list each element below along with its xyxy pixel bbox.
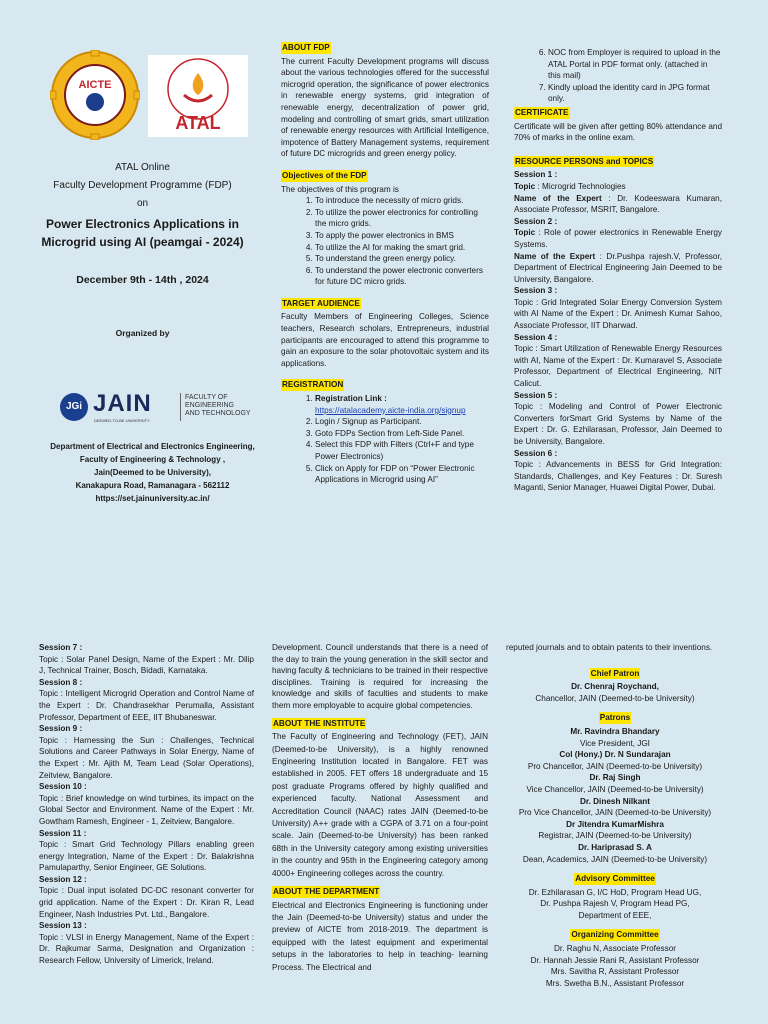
chief-patron-role: Chancellor, JAIN (Deemed-to-be University) xyxy=(535,693,695,703)
registration-link-label: Registration Link : xyxy=(315,394,387,404)
institute-text: The Faculty of Engineering and Technology (FET), JAIN (Deemed-to-be University), is a highly renowned Engineering Institution located in Bangalore. FET was established in 2005. FET offers 18 undergraduate and 15 post graduate Programs offered by highly qualified and experienced faculty. National Assessment and Accreditation Council (NAAC) rates JAIN (Deemed-to-be University) A++ grade with a CGPA of 3.71 on a four-point scale. Jain (Deemed-to-be University) has been ranked 68th in the University category among existing universities in the country and 95th in the Engineering category among 4000+ Engineering colleges across the country. xyxy=(272,732,488,878)
session-11-text: Topic : Smart Grid Technology Pillars enabling green energy Integration, Name of the Expert : Dr. Balakrishna Pamulaparthy, Senior Engineer, GE Solutions. xyxy=(39,840,254,873)
audience-heading: TARGET AUDIENCE xyxy=(282,298,360,308)
jain-word: JAIN xyxy=(93,390,152,417)
certificate-heading: CERTIFICATE xyxy=(515,107,569,117)
session-5-title: Session 5 : xyxy=(514,390,558,400)
about-fdp-text: The current Faculty Development programs will discuss about the various technologies offered for the successful microgrid operation, the significance of power electronics in renewable energy systems, grid integration of renewable energy, decentralization of power grid, modeling and controlling of smart grids, smart utilization of renewable energy resources with Artificial Intelligence, impotence of Battery Management systems, requirement of future DC microgrids and green energy policy. xyxy=(281,56,489,159)
session-12-title: Session 12 : xyxy=(39,874,87,884)
objectives-list xyxy=(281,195,489,288)
bottom-middle-column xyxy=(272,642,488,974)
session-11-title: Session 11 : xyxy=(39,828,87,838)
chief-patron-heading: Chief Patron xyxy=(590,668,640,678)
patron-name: Dr. Hariprasad S. A xyxy=(578,842,652,852)
session-7-text: Topic : Solar Panel Design, Name of the Expert : Mr. Dilip J, Technical Trainer, Bosch, Bidadi, Karnataka. xyxy=(39,654,254,676)
certificate-text: Certificate will be given after getting 80% attendance and 70% of marks in the online exam. xyxy=(514,121,722,143)
bottom-right-column xyxy=(506,642,724,989)
session-9-text: Topic : Harnessing the Sun : Challenges, Technical Solutions and Career Pathways in Solar Energy, Name of the Expert : Mr. Ajith M, Team Lead (Solar Operations), Zeitview, Bangalore. xyxy=(39,735,254,780)
session-2-expert: Name of the Expert : Dr.Pushpa rajesh.V, Professor, Department of Electrical Engineering Jain Deemed to be University, Bangalore. xyxy=(514,251,722,284)
department-text: Electrical and Electronics Engineering is functioning under the Jain (Deemed-to-be University) status and under the preview of AICTE from 2018-2019. The department is equipped with the latest equipment and experimental setups in the laboratories to help in teaching- learning Process. The Electrical and xyxy=(272,900,488,972)
institute-heading: ABOUT THE INSTITUTE xyxy=(273,718,366,728)
advisory-member: Dr. Pushpa Rajesh V, Program Head PG, xyxy=(540,899,690,909)
right-top-column xyxy=(514,47,722,494)
session-13-text: Topic : VLSI in Energy Management, Name of the Expert : Dr. Rajkumar Sarma, Designation and Organization : Research Fellow, University of Limerick, Ireland. xyxy=(39,932,254,966)
session-6-title: Session 6 : xyxy=(514,448,558,458)
university-url[interactable]: https://set.jainuniversity.ac.in/ xyxy=(95,494,210,503)
jain-sub: DEEMED-TO-BE UNIVERSITY xyxy=(94,418,150,423)
registration-link[interactable]: https://atalacademy.aicte-india.org/signup xyxy=(315,405,466,415)
objective-item: 6. To understand the power electronic converters for future DC micro grids. xyxy=(315,265,489,288)
registration-item xyxy=(315,393,489,416)
session-13-title: Session 13 : xyxy=(39,921,87,931)
objective-item: 3. To apply the power electronics in BMS xyxy=(315,230,489,242)
advisory-member: Dr. Ezhilarasan G, I/C HoD, Program Head UG, xyxy=(528,887,702,897)
organizing-heading: Organizing Committee xyxy=(571,930,659,940)
cover-dates: December 9th - 14th , 2024 xyxy=(76,274,209,286)
objective-item: 1. To introduce the necessity of micro grids. xyxy=(315,195,489,207)
registration-list-continued xyxy=(514,47,722,105)
aicte-logo xyxy=(50,50,140,140)
session-3-title: Session 3 : xyxy=(514,286,558,296)
atal-logo xyxy=(148,55,248,137)
patron-name: Dr Jitendra KumarMishra xyxy=(566,819,664,829)
cover-line3: on xyxy=(136,198,149,209)
session-9-title: Session 9 : xyxy=(39,724,83,734)
objective-item: 4. To utilize the AI for making the smart grid. xyxy=(315,242,489,254)
patron-name: Dr. Raj Singh xyxy=(589,773,641,783)
objective-item: 5. To understand the green energy policy. xyxy=(315,253,489,265)
patron-role: Vice President, JGI xyxy=(580,738,650,748)
organizing-member: Dr. Hannah Jessie Rani R, Assistant Professor xyxy=(530,955,700,965)
patrons-heading: Patrons xyxy=(599,713,631,723)
organized-by: Organized by xyxy=(115,328,170,338)
organizing-member: Dr. Raghu N, Associate Professor xyxy=(554,944,676,954)
session-4-title: Session 4 : xyxy=(514,332,558,342)
patron-name: Mr. Ravindra Bhandary xyxy=(570,726,660,736)
cover-line2: Faculty Development Programme (FDP) xyxy=(53,180,232,191)
jain-logo xyxy=(60,390,260,430)
session-7-title: Session 7 : xyxy=(39,643,83,652)
session-6-text: Topic : Advancements in BESS for Grid Integration: Standards, Challenges, and Key Features : Dr. Suresh Maganti, Senior Manager, Huawei Digital Power, Dubai. xyxy=(514,460,722,493)
audience-text: Faculty Members of Engineering Colleges, Science teachers, Research scholars, Entrepreneurs, industrial participants are encouraged to attend this programme to gain an exposure to the solar photovoltaic system and its applications. xyxy=(281,312,489,368)
advisory-heading: Advisory Committee xyxy=(575,874,655,884)
session-3-text: Topic : Grid Integrated Solar Energy Conversion System with AI Name of the Expert : Dr. Animesh Kumar Sahoo, Associate Professor, IIT Dharwad. xyxy=(514,297,722,331)
registration-item: 4. Select this FDP with Filters (Ctrl+F and type Power Electronics) xyxy=(315,439,489,462)
patron-name: Col (Hony.) Dr. N Sundarajan xyxy=(559,750,671,760)
patrons-lead-text: reputed journals and to obtain patents to their inventions. xyxy=(506,643,713,652)
registration-item: 2. Login / Signup as Participant. xyxy=(315,416,489,428)
registration-item: 6. NOC from Employer is required to upload in the ATAL Portal in PDF format only. (attached in this mail) xyxy=(548,47,722,82)
session-2-title: Session 2 : xyxy=(514,216,558,226)
registration-list xyxy=(281,393,489,486)
chief-patron-name: Dr. Chenraj Roychand, xyxy=(571,682,659,692)
session-1-text: Topic : Microgrid Technologies xyxy=(514,181,626,191)
cover-line1: ATAL Online xyxy=(115,162,170,173)
patron-role: Pro Chancellor, JAIN (Deemed-to-be University) xyxy=(527,761,703,771)
patron-role: Vice Chancellor, JAIN (Deemed-to-be University) xyxy=(526,784,704,794)
patron-role: Registrar, JAIN (Deemed-to-be University) xyxy=(538,831,692,841)
resource-heading: RESOURCE PERSONS and TOPICS xyxy=(515,156,654,166)
jain-divider xyxy=(180,393,181,421)
address-block: Department of Electrical and Electronics Engineering, Faculty of Engineering & Technology , Jain(Deemed to be University), Kanakapura Road, Ramanagara - 562112 https://set.jainuniversity.ac.in/ xyxy=(20,440,285,505)
bottom-left-column xyxy=(39,642,254,967)
advisory-member: Department of EEE, xyxy=(578,910,652,920)
session-10-title: Session 10 : xyxy=(39,782,87,792)
jain-faculty: FACULTY OF ENGINEERING AND TECHNOLOGY xyxy=(185,394,251,417)
middle-top-column xyxy=(281,42,489,486)
patron-name: Dr. Dinesh Nilkant xyxy=(579,796,651,806)
jgi-badge: JGi xyxy=(60,393,88,421)
svg-text:AICTE: AICTE xyxy=(78,79,112,91)
objectives-heading: Objectives of the FDP xyxy=(282,170,367,180)
department-heading: ABOUT THE DEPARTMENT xyxy=(273,887,380,897)
registration-item: 7. Kindly upload the identity card in JPG format only. xyxy=(548,82,722,105)
about-fdp-heading: ABOUT FDP xyxy=(282,43,330,52)
patron-role: Dean, Academics, JAIN (Deemed-to-be University) xyxy=(522,854,708,864)
session-10-text: Topic : Brief knowledge on wind turbines, its impact on the Global Sector and Environment. Name of the Expert : Mr. Gowtham Ramesh, Engineer - 1, Zeitview, Bangalore. xyxy=(39,793,254,826)
objectives-intro: The objectives of this program is xyxy=(281,184,399,194)
organizing-member: Mrs. Savitha R, Assistant Professor xyxy=(550,967,680,977)
session-8-text: Topic : Intelligent Microgrid Operation and Control Name of the Expert : Dr. Chandrasekhar Perumalla, Assistant Professor, Department of EEE, IIT Bhubaneswar. xyxy=(39,689,254,722)
session-5-text: Topic : Modeling and Control of Power Electronic Converters forSmart Grid Systems by Name of the Expert : Dr. G. Ezhilarasan, Professor, Jain Deemed to be University, Bangalore. xyxy=(514,402,722,446)
objective-item: 2. To utilize the power electronics for controlling the micro grids. xyxy=(315,207,489,230)
organizing-member: Mrs. Swetha B.N., Assistant Professor xyxy=(545,978,685,988)
registration-item: 5. Click on Apply for FDP on “Power Electronic Applications in Microgrid using AI” xyxy=(315,463,489,486)
registration-heading: REGISTRATION xyxy=(282,380,344,390)
institute-lead-text: Development. Council understands that there is a need of the day to train the young generation in the skill sector and having faculty & technicians to be trained in their respective disciplines. Training is required for increasing the knowledge and skills of faculties and students to make them more employable to acquire global competencies. xyxy=(272,643,488,710)
session-4-text: Topic : Smart Utilization of Renewable Energy Resources with AI, Name of the Expert : Dr. Kumaravel S, Associate Professor, Department of Electrical Engineering, NIT Calicut. xyxy=(514,344,722,389)
patron-role: Pro Vice Chancellor, JAIN (Deemed-to-be University) xyxy=(518,808,712,818)
session-1-expert: Name of the Expert : Dr. Kodeeswara Kumaran, Associate Professor, MSRIT, Bangalore. xyxy=(514,193,722,215)
cover-title: Power Electronics Applications in Microgrid using AI (peamgai - 2024) xyxy=(41,217,244,249)
cover-block xyxy=(20,160,265,341)
session-1-title: Session 1 : xyxy=(514,170,558,180)
svg-text:ATAL: ATAL xyxy=(175,113,221,133)
session-8-title: Session 8 : xyxy=(39,677,83,687)
session-2-text: Topic : Role of power electronics in Renewable Energy Systems. xyxy=(514,228,722,249)
session-12-text: Topic : Dual input isolated DC-DC resonant converter for grid application. Name of the Expert : Dr. Kiran R, Lead Engineer, Nash Industries Pvt. Ltd., Bangalore. xyxy=(39,886,254,919)
registration-item: 3. Goto FDPs Section from Left-Side Panel. xyxy=(315,428,489,440)
